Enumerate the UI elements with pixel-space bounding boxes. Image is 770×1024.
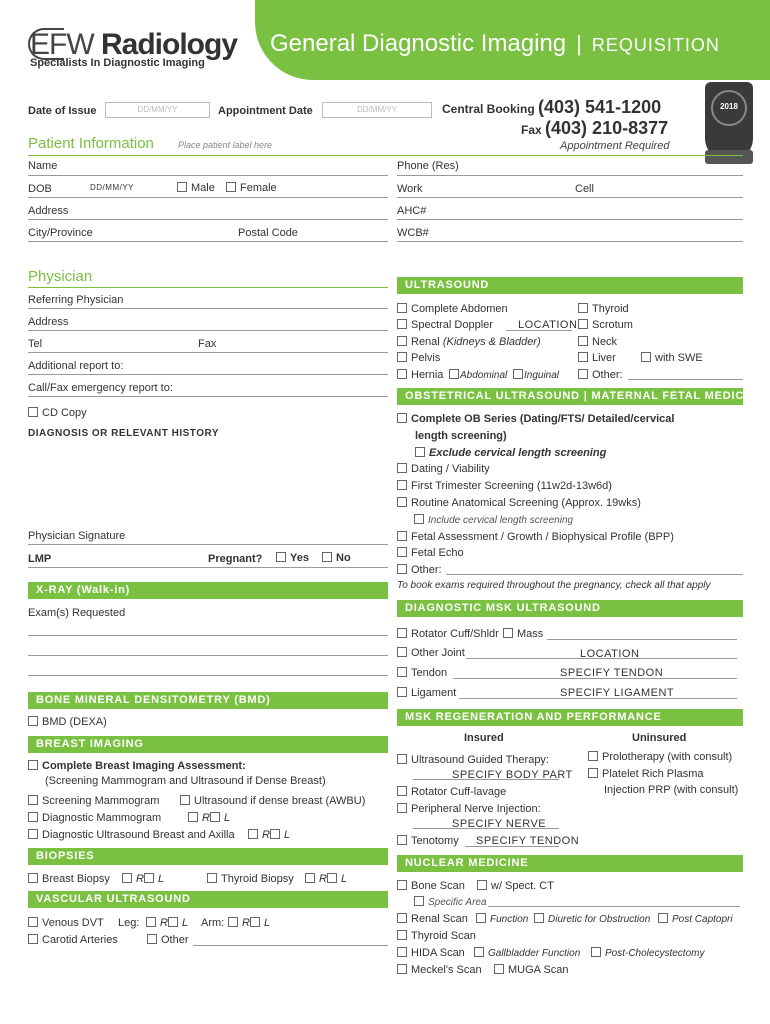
swe-checkbox[interactable]: with SWE [641, 352, 703, 364]
bone-scan-checkbox[interactable]: Bone Scan [397, 880, 465, 892]
carotid-checkbox[interactable]: Carotid Arteries [28, 934, 118, 946]
pelvis-checkbox[interactable]: Pelvis [397, 352, 440, 364]
insured-label: Insured [464, 732, 504, 744]
guided-therapy-checkbox[interactable]: Ultrasound Guided Therapy: [397, 754, 549, 766]
dating-viability-checkbox[interactable]: Dating / Viability [397, 463, 490, 475]
appointment-date-field[interactable]: DD/MM/YY [322, 102, 432, 118]
complete-ob-line2: length screening) [415, 430, 507, 442]
tenotomy-hint: SPECIFY TENDON [476, 835, 580, 847]
prp-line2: Injection PRP (with consult) [604, 784, 739, 796]
postal-label: Postal Code [238, 227, 298, 239]
venous-dvt-checkbox[interactable]: Venous DVT [28, 917, 104, 929]
spect-ct-checkbox[interactable]: w/ Spect. CT [477, 880, 554, 892]
gallbladder-checkbox[interactable]: Gallbladder Function [474, 947, 580, 959]
male-checkbox[interactable]: Male [177, 182, 215, 194]
complete-ob-checkbox[interactable]: Complete OB Series (Dating/FTS/ Detailed/cervical [397, 413, 674, 425]
logo: EFW Radiology [30, 28, 238, 61]
patient-info-title: Patient Information [28, 135, 154, 152]
thyroid-biopsy-l[interactable]: L [327, 873, 347, 885]
exclude-cervical-checkbox[interactable]: Exclude cervical length screening [415, 447, 606, 459]
other-joint-checkbox[interactable]: Other Joint [397, 647, 465, 659]
first-trimester-checkbox[interactable]: First Trimester Screening (11w2d-13w6d) [397, 480, 612, 492]
diagnostic-us-checkbox[interactable]: Diagnostic Ultrasound Breast and Axilla [28, 829, 235, 841]
obstetrical-header: OBSTETRICAL ULTRASOUND | MATERNAL FETAL MEDICINE [397, 388, 743, 405]
mass-checkbox[interactable]: Mass [503, 628, 543, 640]
renal-function-checkbox[interactable]: Function [476, 913, 528, 925]
thyroid-biopsy-checkbox[interactable]: Thyroid Biopsy [207, 873, 294, 885]
uninsured-label: Uninsured [632, 732, 687, 744]
diagnosis-label: DIAGNOSIS OR RELEVANT HISTORY [28, 428, 219, 439]
body-part-hint: SPECIFY BODY PART [452, 769, 573, 781]
patient-label-hint: Place patient label here [178, 140, 273, 150]
arm-r[interactable]: R [228, 917, 250, 929]
neck-checkbox[interactable]: Neck [578, 336, 617, 348]
tendon-checkbox[interactable]: Tendon [397, 667, 447, 679]
diagnostic-mammogram-l[interactable]: L [210, 812, 230, 824]
award-gear-icon [705, 150, 753, 164]
spectral-doppler-checkbox[interactable]: Spectral Doppler [397, 319, 493, 331]
award-year: 2018 [720, 102, 738, 111]
abdominal-checkbox[interactable]: Abdominal [449, 369, 507, 381]
renal-checkbox[interactable]: Renal (Kidneys & Bladder) [397, 336, 541, 348]
city-label: City/Province [28, 227, 93, 239]
renal-scan-checkbox[interactable]: Renal Scan [397, 913, 468, 925]
nuclear-header: NUCLEAR MEDICINE [397, 855, 743, 872]
date-of-issue-label: Date of Issue [28, 105, 97, 117]
dob-placeholder: DD/MM/YY [90, 183, 134, 192]
diagnostic-us-l[interactable]: L [270, 829, 290, 841]
thyroid-scan-checkbox[interactable]: Thyroid Scan [397, 930, 476, 942]
msk-header: DIAGNOSTIC MSK ULTRASOUND [397, 600, 743, 617]
diagnostic-mammogram-r[interactable]: R [188, 812, 210, 824]
peripheral-nerve-checkbox[interactable]: Peripheral Nerve Injection: [397, 803, 541, 815]
include-cervical-checkbox[interactable]: Include cervical length screening [414, 514, 573, 526]
diuretic-checkbox[interactable]: Diuretic for Obstruction [534, 913, 650, 925]
routine-anatomical-checkbox[interactable]: Routine Anatomical Screening (Approx. 19wks) [397, 497, 641, 509]
physician-title: Physician [28, 268, 93, 285]
physician-address-label: Address [28, 316, 69, 328]
joint-location-hint: LOCATION [580, 648, 640, 660]
referring-physician-label: Referring Physician [28, 294, 124, 306]
us-other-checkbox[interactable]: Other: [578, 369, 623, 381]
arm-l[interactable]: L [250, 917, 270, 929]
pregnant-yes-checkbox[interactable]: Yes [276, 552, 309, 564]
address-label: Address [28, 205, 69, 217]
logo-tagline: Specialists In Diagnostic Imaging [30, 57, 205, 69]
spectral-location-hint: LOCATION [518, 319, 578, 331]
ob-other-checkbox[interactable]: Other: [397, 564, 442, 576]
pregnant-label: Pregnant? [208, 553, 263, 565]
breast-imaging-header: BREAST IMAGING [28, 736, 388, 753]
nerve-hint: SPECIFY NERVE [452, 818, 547, 830]
xray-header: X-RAY (Walk-in) [28, 582, 388, 599]
screening-mammogram-checkbox[interactable]: Screening Mammogram [28, 795, 159, 807]
female-checkbox[interactable]: Female [226, 182, 277, 194]
cd-copy-checkbox[interactable]: CD Copy [28, 407, 87, 419]
rotator-cuff-checkbox[interactable]: Rotator Cuff/Shldr [397, 628, 499, 640]
prp-checkbox[interactable]: Platelet Rich Plasma [588, 768, 704, 780]
tel-label: Tel [28, 338, 43, 350]
additional-report-label: Additional report to: [28, 360, 124, 372]
tenotomy-checkbox[interactable]: Tenotomy [397, 835, 459, 847]
breast-biopsy-l[interactable]: L [144, 873, 164, 885]
rotator-lavage-checkbox[interactable]: Rotator Cuff-lavage [397, 786, 506, 798]
diagnostic-us-r[interactable]: R [248, 829, 270, 841]
hernia-checkbox[interactable]: Hernia [397, 369, 443, 381]
scrotum-checkbox[interactable]: Scrotum [578, 319, 633, 331]
post-chole-checkbox[interactable]: Post-Cholecystectomy [591, 947, 704, 959]
name-label: Name [28, 160, 58, 172]
thyroid-biopsy-r[interactable]: R [305, 873, 327, 885]
physician-fax-label: Fax [198, 338, 217, 350]
thyroid-us-checkbox[interactable]: Thyroid [578, 303, 629, 315]
ultrasound-dense-checkbox[interactable]: Ultrasound if dense breast (AWBU) [180, 795, 365, 807]
ahc-label: AHC# [397, 205, 427, 217]
lmp-label: LMP [28, 553, 52, 565]
muga-scan-checkbox[interactable]: MUGA Scan [494, 964, 569, 976]
wcb-label: WCB# [397, 227, 429, 239]
bmd-dexa-checkbox[interactable]: BMD (DEXA) [28, 716, 107, 728]
fetal-echo-checkbox[interactable]: Fetal Echo [397, 547, 464, 559]
exams-requested-label: Exam(s) Requested [28, 607, 126, 619]
ligament-checkbox[interactable]: Ligament [397, 687, 456, 699]
phone-res-label: Phone (Res) [397, 160, 459, 172]
vascular-header: VASCULAR ULTRASOUND [28, 891, 388, 908]
biopsies-header: BIOPSIES [28, 848, 388, 865]
appointment-required: Appointment Required [560, 140, 670, 152]
date-of-issue-field[interactable]: DD/MM/YY [105, 102, 210, 118]
page-title: General Diagnostic Imaging | REQUISITION [270, 30, 720, 57]
pregnant-no-checkbox[interactable]: No [322, 552, 351, 564]
fetal-assessment-checkbox[interactable]: Fetal Assessment / Growth / Biophysical Profile (BPP) [397, 531, 674, 543]
meckels-scan-checkbox[interactable]: Meckel's Scan [397, 964, 482, 976]
inguinal-checkbox[interactable]: Inguinal [513, 369, 559, 381]
hida-scan-checkbox[interactable]: HIDA Scan [397, 947, 465, 959]
arm-label: Arm: [201, 917, 225, 929]
work-label: Work [397, 183, 423, 195]
complete-abdomen-checkbox[interactable]: Complete Abdomen [397, 303, 508, 315]
specific-area-checkbox[interactable]: Specific Area [414, 896, 487, 908]
ligament-hint: SPECIFY LIGAMENT [560, 687, 675, 699]
tendon-hint: SPECIFY TENDON [560, 667, 664, 679]
vascular-other-checkbox[interactable]: Other [147, 934, 189, 946]
leg-l[interactable]: L [168, 917, 188, 929]
breast-biopsy-checkbox[interactable]: Breast Biopsy [28, 873, 110, 885]
dob-label: DOB [28, 183, 52, 195]
bmd-header: BONE MINERAL DENSITOMETRY (BMD) [28, 692, 388, 709]
cell-label: Cell [575, 183, 594, 195]
central-booking: Central Booking (403) 541-1200 [442, 97, 662, 117]
appointment-date-label: Appointment Date [218, 105, 313, 117]
physician-signature-label: Physician Signature [28, 530, 126, 542]
leg-label: Leg: [118, 917, 140, 929]
msk-regen-header: MSK REGENERATION AND PERFORMANCE [397, 709, 743, 726]
ultrasound-header: ULTRASOUND [397, 277, 743, 294]
complete-breast-sub: (Screening Mammogram and Ultrasound if Dense Breast) [45, 775, 326, 787]
breast-biopsy-r[interactable]: R [122, 873, 144, 885]
complete-breast-checkbox[interactable]: Complete Breast Imaging Assessment: [28, 760, 246, 772]
diagnostic-mammogram-checkbox[interactable]: Diagnostic Mammogram [28, 812, 161, 824]
captopri-checkbox[interactable]: Post Captopri [658, 913, 733, 925]
liver-checkbox[interactable]: Liver [578, 352, 616, 364]
leg-r[interactable]: R [146, 917, 168, 929]
prolotherapy-checkbox[interactable]: Prolotherapy (with consult) [588, 751, 732, 763]
emergency-report-label: Call/Fax emergency report to: [28, 382, 173, 394]
ob-note: To book exams required throughout the pregnancy, check all that apply [397, 580, 711, 591]
fax-number: Fax (403) 210-8377 [521, 118, 669, 138]
